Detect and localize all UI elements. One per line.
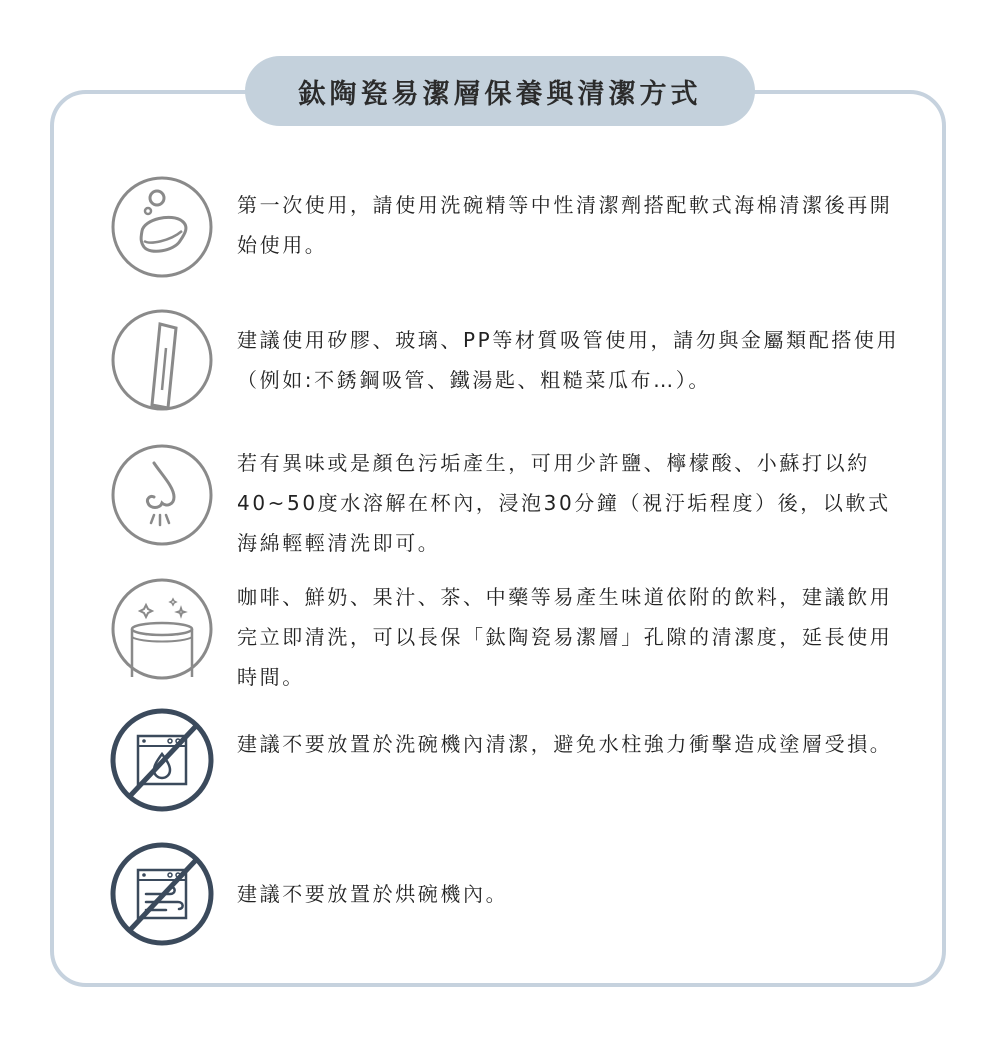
care-item-text: 建議不要放置於烘碗機內。 [237,882,509,906]
no-dishwasher-icon [110,708,214,812]
care-item-text: 若有異味或是顏色污垢產生，可用少許鹽、檸檬酸、小蘇打以約40~50度水溶解在杯內，浸泡30分鐘（視汙垢程度）後，以軟式海綿輕輕清洗即可。 [237,451,891,555]
no-dish-dryer-icon [110,842,214,946]
nose-smell-icon [110,443,214,547]
straw-icon [110,308,214,412]
care-item-text: 咖啡、鮮奶、果汁、茶、中藥等易產生味道依附的飲料，建議飲用完立即清洗，可以長保「鈦陶瓷易潔層」孔隙的清潔度，延長使用時間。 [237,585,893,689]
sparkling-cup-icon [110,577,214,681]
care-item-text: 建議使用矽膠、玻璃、PP等材質吸管使用，請勿與金屬類配搭使用（例如:不銹鋼吸管、鐵湯匙、粗糙菜瓜布…）。 [237,328,900,392]
bubbles-sponge-icon [110,175,214,279]
care-item-text: 建議不要放置於洗碗機內清潔，避免水柱強力衝擊造成塗層受損。 [237,732,893,756]
care-item-text: 第一次使用，請使用洗碗精等中性清潔劑搭配軟式海棉清潔後再開始使用。 [237,193,893,257]
page-title: 鈦陶瓷易潔層保養與清潔方式 [298,78,702,110]
title-banner [245,56,755,126]
